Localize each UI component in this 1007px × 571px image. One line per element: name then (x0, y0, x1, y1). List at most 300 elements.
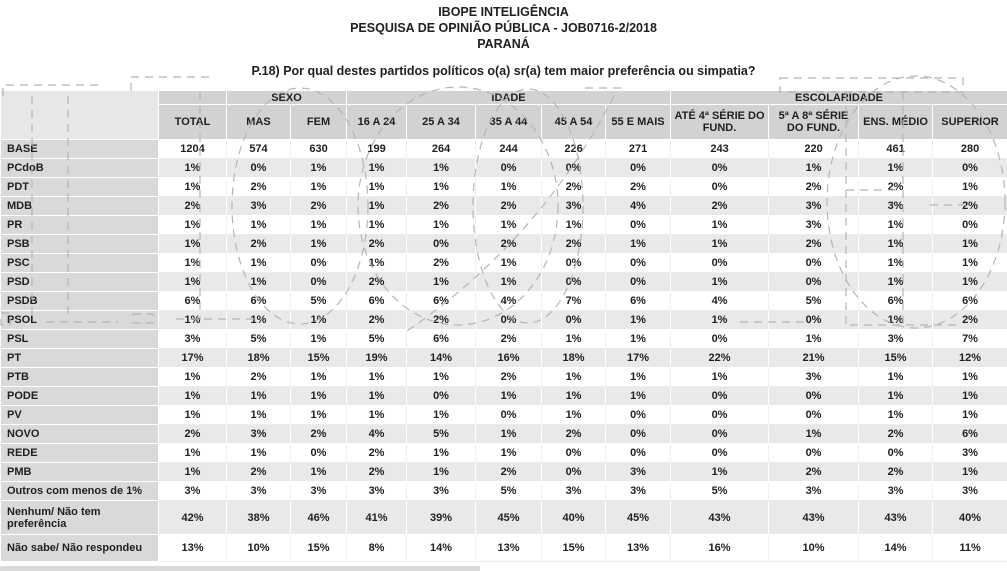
value-cell: 2% (542, 178, 606, 197)
value-cell: 1% (859, 235, 933, 254)
value-cell: 1% (859, 159, 933, 178)
value-cell: 13% (476, 535, 542, 562)
row-label: PSC (1, 254, 159, 273)
value-cell: 4% (476, 292, 542, 311)
value-cell: 574 (227, 140, 291, 159)
value-cell: 1% (769, 330, 859, 349)
value-cell: 43% (859, 501, 933, 535)
row-label: Não sabe/ Não respondeu (1, 535, 159, 562)
value-cell: 2% (859, 425, 933, 444)
value-cell: 2% (859, 463, 933, 482)
value-cell: 14% (859, 535, 933, 562)
value-cell: 1% (859, 216, 933, 235)
value-cell: 1% (159, 178, 227, 197)
row-label: NOVO (1, 425, 159, 444)
value-cell: 2% (227, 178, 291, 197)
value-cell: 2% (227, 368, 291, 387)
value-cell: 1% (407, 368, 476, 387)
value-cell: 1% (291, 368, 347, 387)
value-cell: 7% (542, 292, 606, 311)
value-cell: 0% (671, 406, 769, 425)
value-cell: 45% (476, 501, 542, 535)
value-cell: 10% (769, 535, 859, 562)
column-header-superior: SUPERIOR (933, 105, 1007, 140)
value-cell: 0% (542, 444, 606, 463)
value-cell: 1% (407, 216, 476, 235)
value-cell: 0% (476, 159, 542, 178)
row-label: PT (1, 349, 159, 368)
value-cell: 1% (542, 330, 606, 349)
row-label: PODE (1, 387, 159, 406)
value-cell: 0% (291, 273, 347, 292)
value-cell: 6% (407, 292, 476, 311)
value-cell: 1% (542, 368, 606, 387)
results-table-body (1, 140, 1007, 562)
value-cell: 1% (227, 406, 291, 425)
row-label: PSOL (1, 311, 159, 330)
value-cell: 0% (542, 311, 606, 330)
value-cell: 1% (606, 368, 671, 387)
value-cell: 1% (159, 463, 227, 482)
table-row (1, 387, 1007, 406)
value-cell: 243 (671, 140, 769, 159)
value-cell: 0% (671, 159, 769, 178)
cutoff-row-strip (0, 566, 480, 571)
value-cell: 14% (407, 535, 476, 562)
value-cell: 2% (476, 235, 542, 254)
value-cell: 2% (159, 197, 227, 216)
value-cell: 1% (542, 387, 606, 406)
value-cell: 2% (542, 235, 606, 254)
value-cell: 3% (859, 482, 933, 501)
region-title: PARANÁ (477, 37, 530, 51)
value-cell: 0% (859, 444, 933, 463)
value-cell: 0% (291, 254, 347, 273)
value-cell: 2% (933, 197, 1007, 216)
value-cell: 18% (542, 349, 606, 368)
value-cell: 1% (159, 216, 227, 235)
value-cell: 2% (407, 197, 476, 216)
value-cell: 244 (476, 140, 542, 159)
value-cell: 226 (542, 140, 606, 159)
value-cell: 1% (606, 387, 671, 406)
row-label: PR (1, 216, 159, 235)
table-row (1, 140, 1007, 159)
table-row (1, 235, 1007, 254)
value-cell: 199 (347, 140, 407, 159)
table-row (1, 501, 1007, 535)
value-cell: 18% (227, 349, 291, 368)
value-cell: 0% (933, 216, 1007, 235)
value-cell: 5% (407, 425, 476, 444)
value-cell: 2% (476, 368, 542, 387)
value-cell: 17% (606, 349, 671, 368)
value-cell: 630 (291, 140, 347, 159)
value-cell: 6% (859, 292, 933, 311)
value-cell: 6% (933, 292, 1007, 311)
value-cell: 43% (671, 501, 769, 535)
value-cell: 1% (407, 444, 476, 463)
table-row (1, 330, 1007, 349)
value-cell: 2% (291, 197, 347, 216)
value-cell: 1% (933, 178, 1007, 197)
value-cell: 0% (606, 254, 671, 273)
value-cell: 1% (542, 216, 606, 235)
value-cell: 1% (347, 197, 407, 216)
value-cell: 2% (407, 311, 476, 330)
value-cell: 1% (476, 178, 542, 197)
value-cell: 3% (606, 482, 671, 501)
value-cell: 46% (291, 501, 347, 535)
value-cell: 1% (159, 406, 227, 425)
value-cell: 3% (769, 197, 859, 216)
value-cell: 12% (933, 349, 1007, 368)
row-label: PSL (1, 330, 159, 349)
value-cell: 1% (291, 159, 347, 178)
value-cell: 2% (542, 425, 606, 444)
column-header-total: TOTAL (159, 105, 227, 140)
value-cell: 3% (227, 482, 291, 501)
value-cell: 1% (227, 254, 291, 273)
row-label: PDT (1, 178, 159, 197)
table-row (1, 463, 1007, 482)
value-cell: 5% (347, 330, 407, 349)
value-cell: 1% (476, 444, 542, 463)
value-cell: 1% (476, 216, 542, 235)
value-cell: 1% (933, 387, 1007, 406)
table-row (1, 197, 1007, 216)
value-cell: 2% (476, 197, 542, 216)
value-cell: 3% (542, 482, 606, 501)
table-row (1, 349, 1007, 368)
value-cell: 3% (769, 482, 859, 501)
value-cell: 1% (347, 216, 407, 235)
value-cell: 6% (159, 292, 227, 311)
value-cell: 1% (769, 425, 859, 444)
value-cell: 1% (407, 273, 476, 292)
value-cell: 2% (291, 425, 347, 444)
group-header-empty (159, 91, 227, 105)
value-cell: 0% (476, 406, 542, 425)
value-cell: 6% (407, 330, 476, 349)
value-cell: 0% (769, 444, 859, 463)
row-label: REDE (1, 444, 159, 463)
value-cell: 1% (291, 463, 347, 482)
value-cell: 1% (671, 311, 769, 330)
value-cell: 11% (933, 535, 1007, 562)
value-cell: 1% (769, 159, 859, 178)
value-cell: 1% (407, 178, 476, 197)
value-cell: 1204 (159, 140, 227, 159)
value-cell: 0% (542, 159, 606, 178)
value-cell: 0% (671, 444, 769, 463)
value-cell: 1% (227, 216, 291, 235)
value-cell: 1% (859, 273, 933, 292)
table-row (1, 159, 1007, 178)
value-cell: 1% (859, 311, 933, 330)
value-cell: 2% (347, 444, 407, 463)
row-label: PSD (1, 273, 159, 292)
value-cell: 1% (671, 368, 769, 387)
value-cell: 0% (407, 387, 476, 406)
value-cell: 19% (347, 349, 407, 368)
row-label: Nenhum/ Não tem preferência (1, 501, 159, 535)
value-cell: 1% (159, 159, 227, 178)
value-cell: 1% (227, 273, 291, 292)
value-cell: 3% (933, 482, 1007, 501)
corner-cell (1, 91, 159, 140)
value-cell: 3% (291, 482, 347, 501)
value-cell: 1% (859, 406, 933, 425)
value-cell: 2% (769, 235, 859, 254)
value-cell: 1% (606, 311, 671, 330)
value-cell: 5% (291, 292, 347, 311)
column-header-25a34: 25 A 34 (407, 105, 476, 140)
value-cell: 3% (347, 482, 407, 501)
table-row (1, 425, 1007, 444)
row-label: PV (1, 406, 159, 425)
value-cell: 2% (476, 463, 542, 482)
value-cell: 1% (933, 463, 1007, 482)
value-cell: 1% (859, 368, 933, 387)
table-row (1, 178, 1007, 197)
value-cell: 3% (227, 425, 291, 444)
value-cell: 1% (291, 216, 347, 235)
value-cell: 1% (291, 235, 347, 254)
value-cell: 3% (227, 197, 291, 216)
value-cell: 1% (476, 254, 542, 273)
value-cell: 1% (159, 311, 227, 330)
row-label: BASE (1, 140, 159, 159)
value-cell: 2% (347, 235, 407, 254)
value-cell: 43% (769, 501, 859, 535)
value-cell: 1% (347, 159, 407, 178)
value-cell: 0% (476, 311, 542, 330)
value-cell: 1% (347, 254, 407, 273)
value-cell: 1% (859, 254, 933, 273)
value-cell: 3% (606, 463, 671, 482)
value-cell: 0% (542, 254, 606, 273)
value-cell: 15% (542, 535, 606, 562)
value-cell: 15% (291, 349, 347, 368)
value-cell: 1% (159, 387, 227, 406)
column-header-mas: MAS (227, 105, 291, 140)
value-cell: 40% (933, 501, 1007, 535)
value-cell: 40% (542, 501, 606, 535)
group-header-idade: IDADE (347, 91, 671, 105)
value-cell: 1% (347, 178, 407, 197)
value-cell: 1% (347, 387, 407, 406)
table-row (1, 292, 1007, 311)
row-label: MDB (1, 197, 159, 216)
value-cell: 2% (859, 178, 933, 197)
value-cell: 5% (769, 292, 859, 311)
value-cell: 220 (769, 140, 859, 159)
value-cell: 0% (933, 159, 1007, 178)
value-cell: 0% (769, 406, 859, 425)
value-cell: 1% (227, 444, 291, 463)
value-cell: 4% (347, 425, 407, 444)
value-cell: 1% (933, 273, 1007, 292)
value-cell: 1% (671, 216, 769, 235)
value-cell: 3% (159, 482, 227, 501)
value-cell: 3% (769, 216, 859, 235)
value-cell: 2% (606, 178, 671, 197)
value-cell: 2% (671, 197, 769, 216)
table-row (1, 535, 1007, 562)
value-cell: 1% (933, 406, 1007, 425)
value-cell: 1% (291, 311, 347, 330)
table-row (1, 311, 1007, 330)
value-cell: 41% (347, 501, 407, 535)
value-cell: 2% (407, 254, 476, 273)
value-cell: 0% (769, 273, 859, 292)
value-cell: 1% (606, 235, 671, 254)
value-cell: 1% (291, 406, 347, 425)
value-cell: 1% (347, 368, 407, 387)
value-cell: 3% (542, 197, 606, 216)
column-header-ate4serie: ATÉ 4ª SÉRIE DO FUND. (671, 105, 769, 140)
value-cell: 2% (769, 178, 859, 197)
group-header-escolaridade: ESCOLARIDADE (671, 91, 1007, 105)
value-cell: 3% (859, 197, 933, 216)
value-cell: 0% (606, 444, 671, 463)
table-row (1, 444, 1007, 463)
value-cell: 1% (159, 273, 227, 292)
value-cell: 17% (159, 349, 227, 368)
value-cell: 5% (476, 482, 542, 501)
value-cell: 1% (159, 235, 227, 254)
value-cell: 3% (933, 444, 1007, 463)
value-cell: 0% (671, 387, 769, 406)
value-cell: 2% (159, 425, 227, 444)
value-cell: 14% (407, 349, 476, 368)
value-cell: 0% (291, 444, 347, 463)
value-cell: 1% (671, 235, 769, 254)
value-cell: 0% (606, 216, 671, 235)
value-cell: 1% (671, 463, 769, 482)
value-cell: 10% (227, 535, 291, 562)
value-cell: 0% (606, 159, 671, 178)
value-cell: 2% (347, 273, 407, 292)
value-cell: 0% (606, 425, 671, 444)
value-cell: 0% (542, 463, 606, 482)
value-cell: 7% (933, 330, 1007, 349)
value-cell: 2% (347, 463, 407, 482)
value-cell: 13% (159, 535, 227, 562)
table-row (1, 216, 1007, 235)
value-cell: 16% (476, 349, 542, 368)
report-header (0, 4, 1007, 52)
row-label: PSDB (1, 292, 159, 311)
value-cell: 2% (227, 463, 291, 482)
value-cell: 0% (227, 159, 291, 178)
value-cell: 1% (407, 463, 476, 482)
value-cell: 8% (347, 535, 407, 562)
row-label: PSB (1, 235, 159, 254)
value-cell: 0% (671, 178, 769, 197)
value-cell: 0% (606, 273, 671, 292)
column-header-55emais: 55 E MAIS (606, 105, 671, 140)
value-cell: 15% (291, 535, 347, 562)
value-cell: 13% (606, 535, 671, 562)
value-cell: 0% (671, 330, 769, 349)
row-label: PCdoB (1, 159, 159, 178)
value-cell: 6% (347, 292, 407, 311)
value-cell: 0% (407, 235, 476, 254)
value-cell: 0% (769, 387, 859, 406)
value-cell: 3% (859, 330, 933, 349)
value-cell: 1% (291, 330, 347, 349)
value-cell: 1% (347, 406, 407, 425)
value-cell: 1% (159, 368, 227, 387)
value-cell: 6% (606, 292, 671, 311)
value-cell: 1% (227, 311, 291, 330)
value-cell: 0% (542, 273, 606, 292)
value-cell: 1% (933, 368, 1007, 387)
value-cell: 22% (671, 349, 769, 368)
row-label: Outros com menos de 1% (1, 482, 159, 501)
value-cell: 264 (407, 140, 476, 159)
value-cell: 2% (769, 463, 859, 482)
table-row (1, 406, 1007, 425)
value-cell: 15% (859, 349, 933, 368)
column-header-35a44: 35 A 44 (476, 105, 542, 140)
column-header-fem: FEM (291, 105, 347, 140)
value-cell: 461 (859, 140, 933, 159)
results-table (0, 90, 1007, 562)
value-cell: 0% (671, 254, 769, 273)
row-label: PMB (1, 463, 159, 482)
value-cell: 4% (606, 197, 671, 216)
value-cell: 39% (407, 501, 476, 535)
value-cell: 1% (291, 387, 347, 406)
value-cell: 0% (606, 406, 671, 425)
value-cell: 21% (769, 349, 859, 368)
value-cell: 0% (769, 254, 859, 273)
value-cell: 5% (227, 330, 291, 349)
value-cell: 1% (476, 425, 542, 444)
value-cell: 271 (606, 140, 671, 159)
group-header-sexo: SEXO (227, 91, 347, 105)
value-cell: 0% (671, 425, 769, 444)
value-cell: 1% (407, 406, 476, 425)
value-cell: 0% (769, 311, 859, 330)
value-cell: 1% (407, 159, 476, 178)
table-row (1, 482, 1007, 501)
row-label: PTB (1, 368, 159, 387)
value-cell: 1% (159, 254, 227, 273)
value-cell: 6% (227, 292, 291, 311)
value-cell: 1% (476, 273, 542, 292)
table-row (1, 254, 1007, 273)
table-row (1, 273, 1007, 292)
value-cell: 1% (606, 330, 671, 349)
column-header-5a8serie: 5ª A 8ª SÉRIE DO FUND. (769, 105, 859, 140)
value-cell: 1% (476, 387, 542, 406)
value-cell: 280 (933, 140, 1007, 159)
org-title: IBOPE INTELIGÊNCIA (438, 5, 569, 19)
value-cell: 1% (291, 178, 347, 197)
value-cell: 38% (227, 501, 291, 535)
value-cell: 1% (859, 387, 933, 406)
value-cell: 2% (933, 311, 1007, 330)
value-cell: 1% (671, 273, 769, 292)
value-cell: 2% (347, 311, 407, 330)
value-cell: 1% (542, 406, 606, 425)
survey-title: PESQUISA DE OPINIÃO PÚBLICA - JOB0716-2/2018 (350, 21, 657, 35)
column-header-45a54: 45 A 54 (542, 105, 606, 140)
